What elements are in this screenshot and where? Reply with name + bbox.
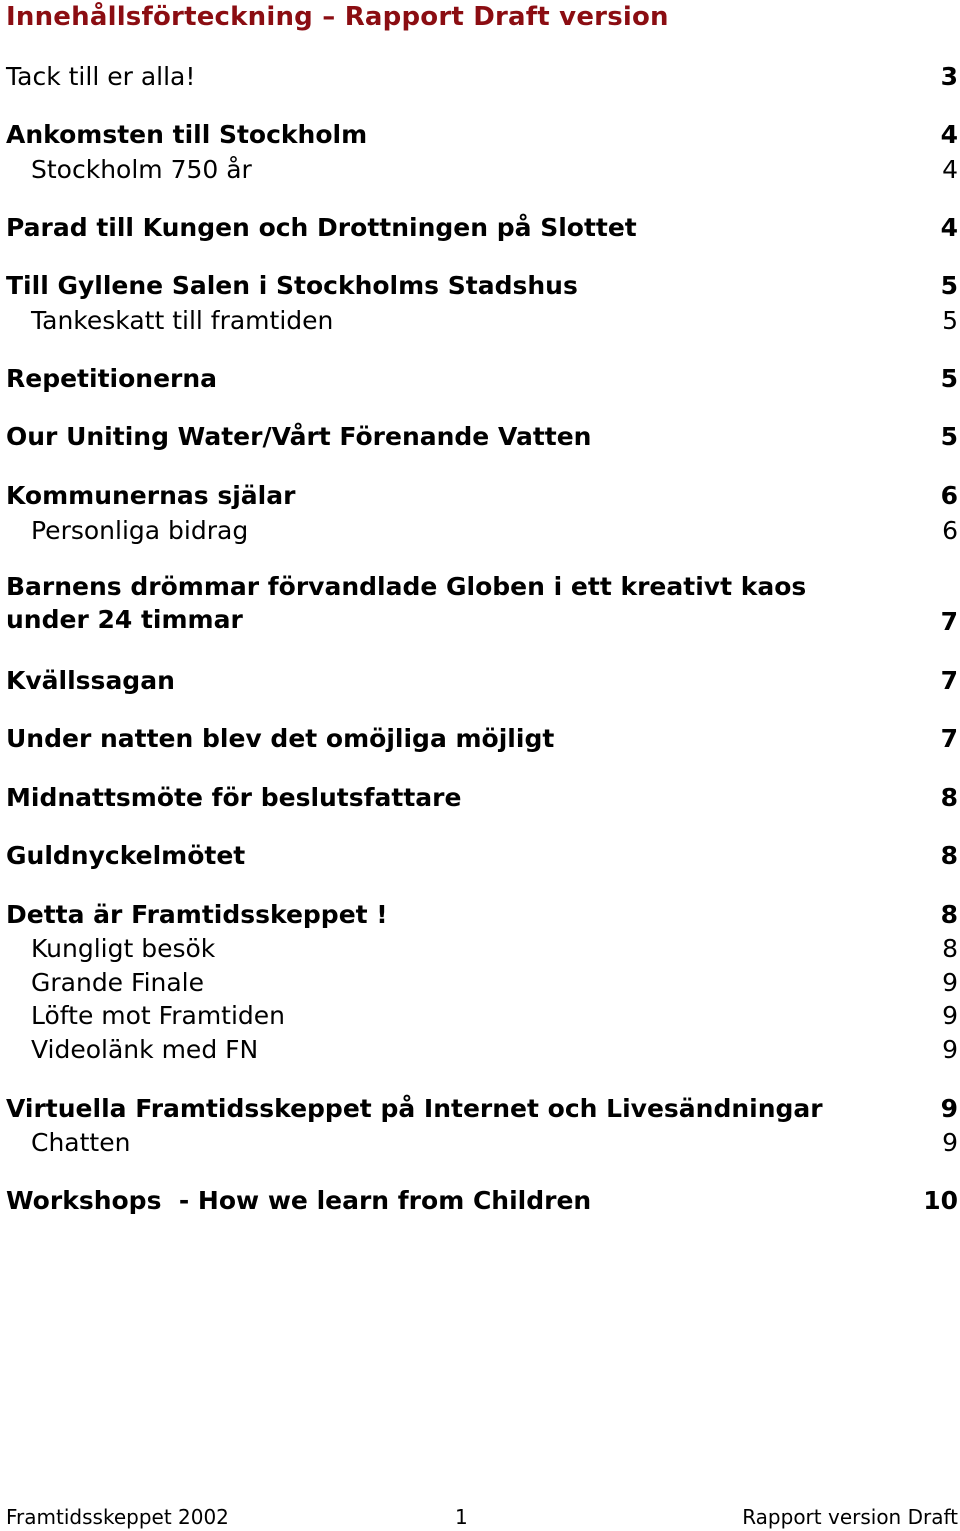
toc-entry-page: 5	[940, 364, 958, 393]
toc-entry-page: 3	[940, 62, 958, 91]
toc-entry-page: 10	[923, 1186, 958, 1215]
toc-entry-page: 5	[940, 271, 958, 300]
toc-entry-page: 4	[940, 120, 958, 149]
toc-entry-page: 6	[940, 481, 958, 510]
toc-entry-label: Parad till Kungen och Drottningen på Slottet	[6, 213, 637, 242]
page-number: 1	[455, 1505, 468, 1529]
toc-entry-label: Stockholm 750 år	[31, 155, 252, 184]
toc-entry-page: 7	[940, 724, 958, 753]
toc-entry-label: Kommunernas själar	[6, 481, 296, 510]
toc-entry-label: Kvällssagan	[6, 666, 175, 695]
toc-entry-page: 5	[942, 306, 958, 335]
toc-entry-label: Tankeskatt till framtiden	[31, 306, 334, 335]
toc-entry-label: Barnens drömmar förvandlade Globen i ett kreativt kaos under 24 timmar	[6, 572, 807, 634]
toc-entry-label: Repetitionerna	[6, 364, 218, 393]
toc-entry-label: Virtuella Framtidsskeppet på Internet och Livesändningar	[6, 1094, 823, 1123]
toc-entry-page: 8	[942, 934, 958, 963]
toc-entry-page: 8	[940, 900, 958, 929]
toc-entry-label: Detta är Framtidsskeppet !	[6, 900, 388, 929]
toc-entry-label: Ankomsten till Stockholm	[6, 120, 368, 149]
toc-entry-page: 5	[940, 422, 958, 451]
toc-entry-label: Grande Finale	[31, 968, 205, 997]
toc-entry-label: Löfte mot Framtiden	[31, 1001, 286, 1030]
toc-entry-label: Tack till er alla!	[6, 62, 196, 91]
toc-entry-page: 4	[942, 155, 958, 184]
toc-entry-label: Videolänk med FN	[31, 1035, 259, 1064]
toc-entry-label: Personliga bidrag	[31, 516, 249, 545]
toc-entry-page: 6	[942, 516, 958, 545]
toc-entry-label: Guldnyckelmötet	[6, 841, 246, 870]
toc-entry-page: 9	[940, 1094, 958, 1123]
toc-entry-page: 9	[942, 1001, 958, 1030]
toc-entry-page: 9	[942, 1128, 958, 1157]
footer-left-text: Framtidsskeppet 2002	[6, 1505, 229, 1529]
toc-entry-page: 7	[940, 607, 958, 636]
toc-entry-label: Under natten blev det omöjliga möjligt	[6, 724, 555, 753]
toc-entry-label: Kungligt besök	[31, 934, 216, 963]
toc-entry-page: 9	[942, 1035, 958, 1064]
toc-entry-page: 9	[942, 968, 958, 997]
toc-entry-label: Chatten	[31, 1128, 131, 1157]
toc-entry-label: Midnattsmöte för beslutsfattare	[6, 783, 462, 812]
toc-entry-label: Our Uniting Water/Vårt Förenande Vatten	[6, 422, 592, 451]
toc-entry-page: 8	[940, 783, 958, 812]
toc-entry-page: 4	[940, 213, 958, 242]
page-title: Innehållsförteckning – Rapport Draft version	[6, 2, 669, 32]
toc-entry-label: Workshops - How we learn from Children	[6, 1186, 592, 1215]
toc-entry-label: Till Gyllene Salen i Stockholms Stadshus	[6, 271, 578, 300]
footer-right-text: Rapport version Draft	[742, 1505, 958, 1529]
toc-entry-page: 7	[940, 666, 958, 695]
toc-entry-page: 8	[940, 841, 958, 870]
